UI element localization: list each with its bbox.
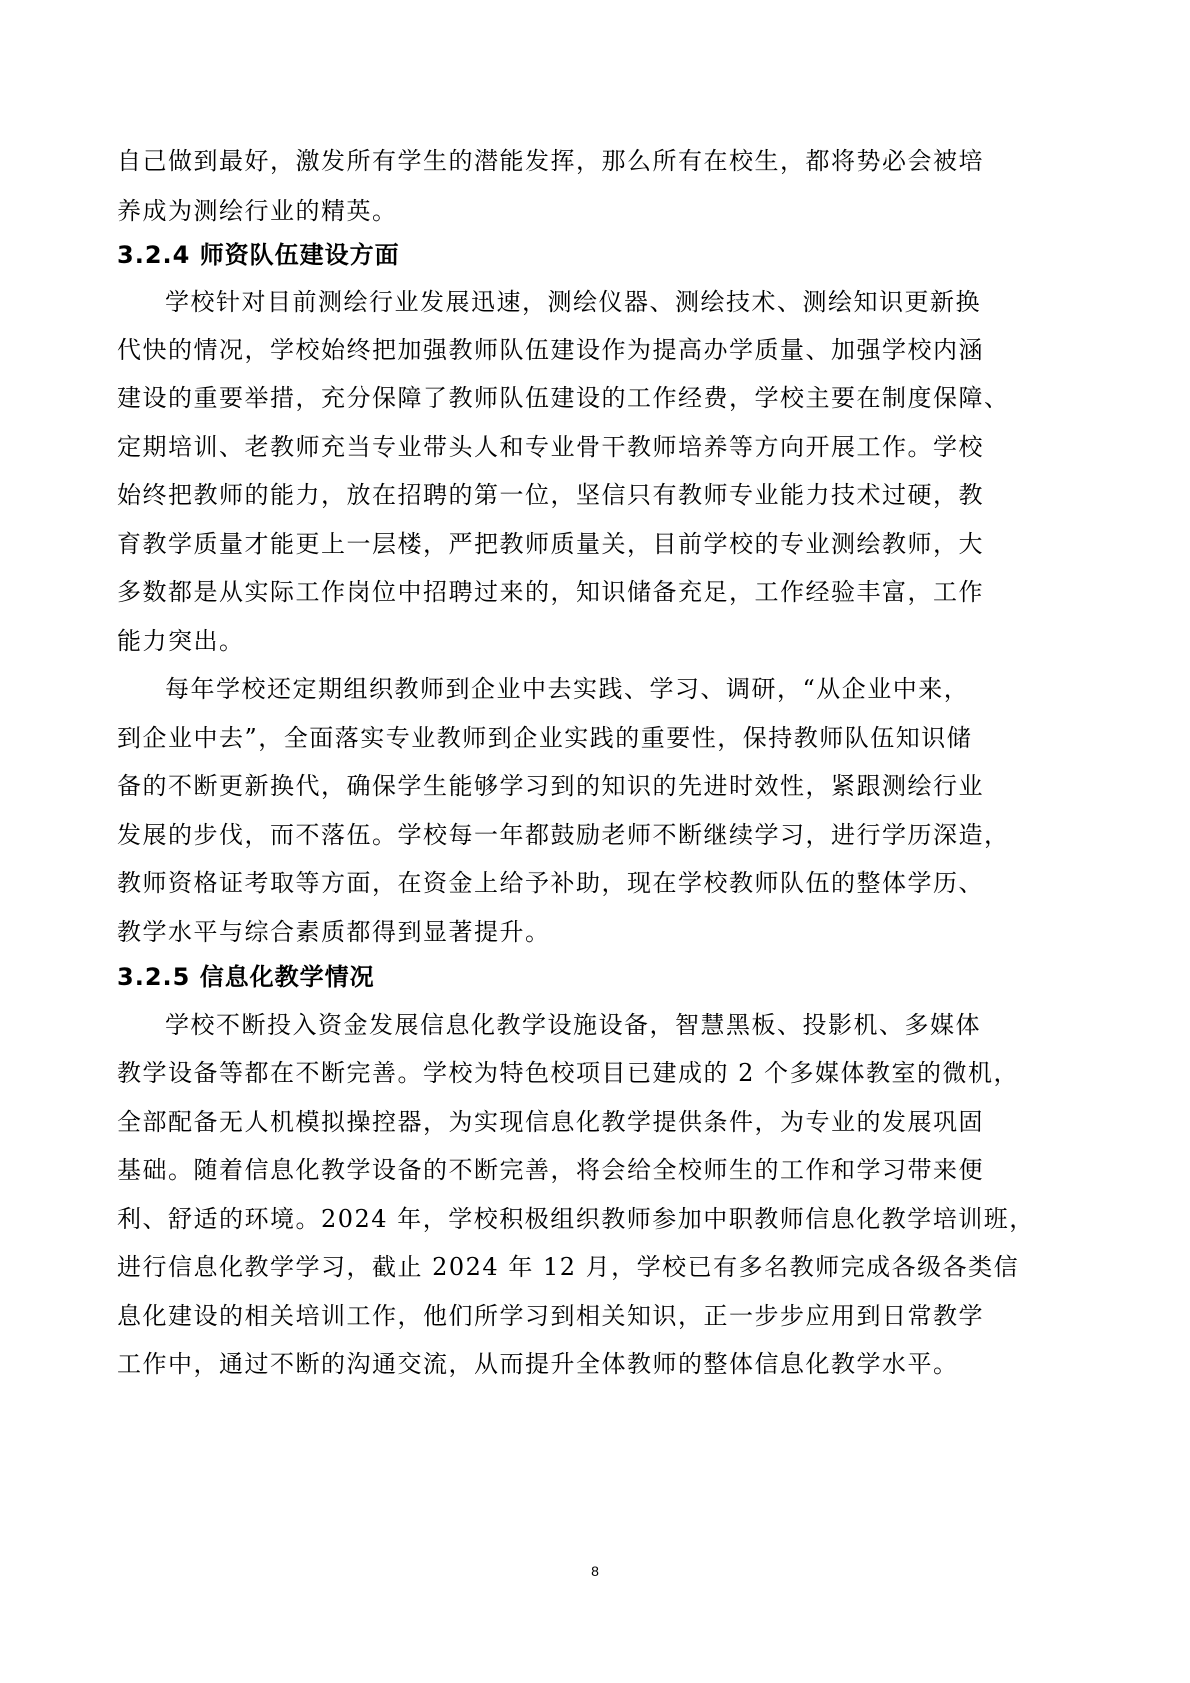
text-line: 自己做到最好，激发所有学生的潜能发挥，那么所有在校生，都将势必会被培: [117, 147, 984, 175]
text-line: 养成为测绘行业的精英。: [117, 197, 398, 225]
section-heading: 3.2.5 信息化教学情况: [117, 963, 375, 991]
text-line: 利、舒适的环境。2024 年，学校积极组织教师参加中职教师信息化教学培训班，: [117, 1205, 1035, 1233]
text-line: 备的不断更新换代，确保学生能够学习到的知识的先进时效性，紧跟测绘行业: [117, 772, 984, 800]
text-line: 全部配备无人机模拟操控器，为实现信息化教学提供条件，为专业的发展巩固: [117, 1108, 984, 1136]
text-line: 教学水平与综合素质都得到显著提升。: [117, 918, 551, 946]
page-number: 8: [591, 1563, 599, 1579]
text-line: 教学设备等都在不断完善。学校为特色校项目已建成的 2 个多媒体教室的微机，: [117, 1059, 1020, 1087]
text-line: 学校不断投入资金发展信息化教学设施设备，智慧黑板、投影机、多媒体: [165, 1011, 981, 1039]
text-line: 工作中，通过不断的沟通交流，从而提升全体教师的整体信息化教学水平。: [117, 1350, 959, 1378]
text-line: 每年学校还定期组织教师到企业中去实践、学习、调研，“从企业中来，: [165, 675, 970, 703]
text-line: 定期培训、老教师充当专业带头人和专业骨干教师培养等方向开展工作。学校: [117, 433, 984, 461]
section-heading: 3.2.4 师资队伍建设方面: [117, 241, 400, 269]
text-line: 学校针对目前测绘行业发展迅速，测绘仪器、测绘技术、测绘知识更新换: [165, 288, 981, 316]
text-line: 到企业中去”，全面落实专业教师到企业实践的重要性，保持教师队伍知识储: [117, 724, 973, 752]
text-line: 基础。随着信息化教学设备的不断完善，将会给全校师生的工作和学习带来便: [117, 1156, 984, 1184]
text-line: 进行信息化教学学习，截止 2024 年 12 月，学校已有多名教师完成各级各类信: [117, 1253, 1020, 1281]
text-line: 育教学质量才能更上一层楼，严把教师质量关，目前学校的专业测绘教师，大: [117, 530, 984, 558]
text-line: 代快的情况，学校始终把加强教师队伍建设作为提高办学质量、加强学校内涵: [117, 336, 984, 364]
text-line: 建设的重要举措，充分保障了教师队伍建设的工作经费，学校主要在制度保障、: [117, 384, 1010, 412]
text-line: 多数都是从实际工作岗位中招聘过来的，知识储备充足，工作经验丰富，工作: [117, 578, 984, 606]
text-line: 始终把教师的能力，放在招聘的第一位，坚信只有教师专业能力技术过硬，教: [117, 481, 984, 509]
text-line: 能力突出。: [117, 627, 245, 655]
text-line: 息化建设的相关培训工作，他们所学习到相关知识，正一步步应用到日常教学: [117, 1302, 984, 1330]
text-line: 发展的步伐，而不落伍。学校每一年都鼓励老师不断继续学习，进行学历深造，: [117, 821, 1010, 849]
text-line: 教师资格证考取等方面，在资金上给予补助，现在学校教师队伍的整体学历、: [117, 869, 984, 897]
